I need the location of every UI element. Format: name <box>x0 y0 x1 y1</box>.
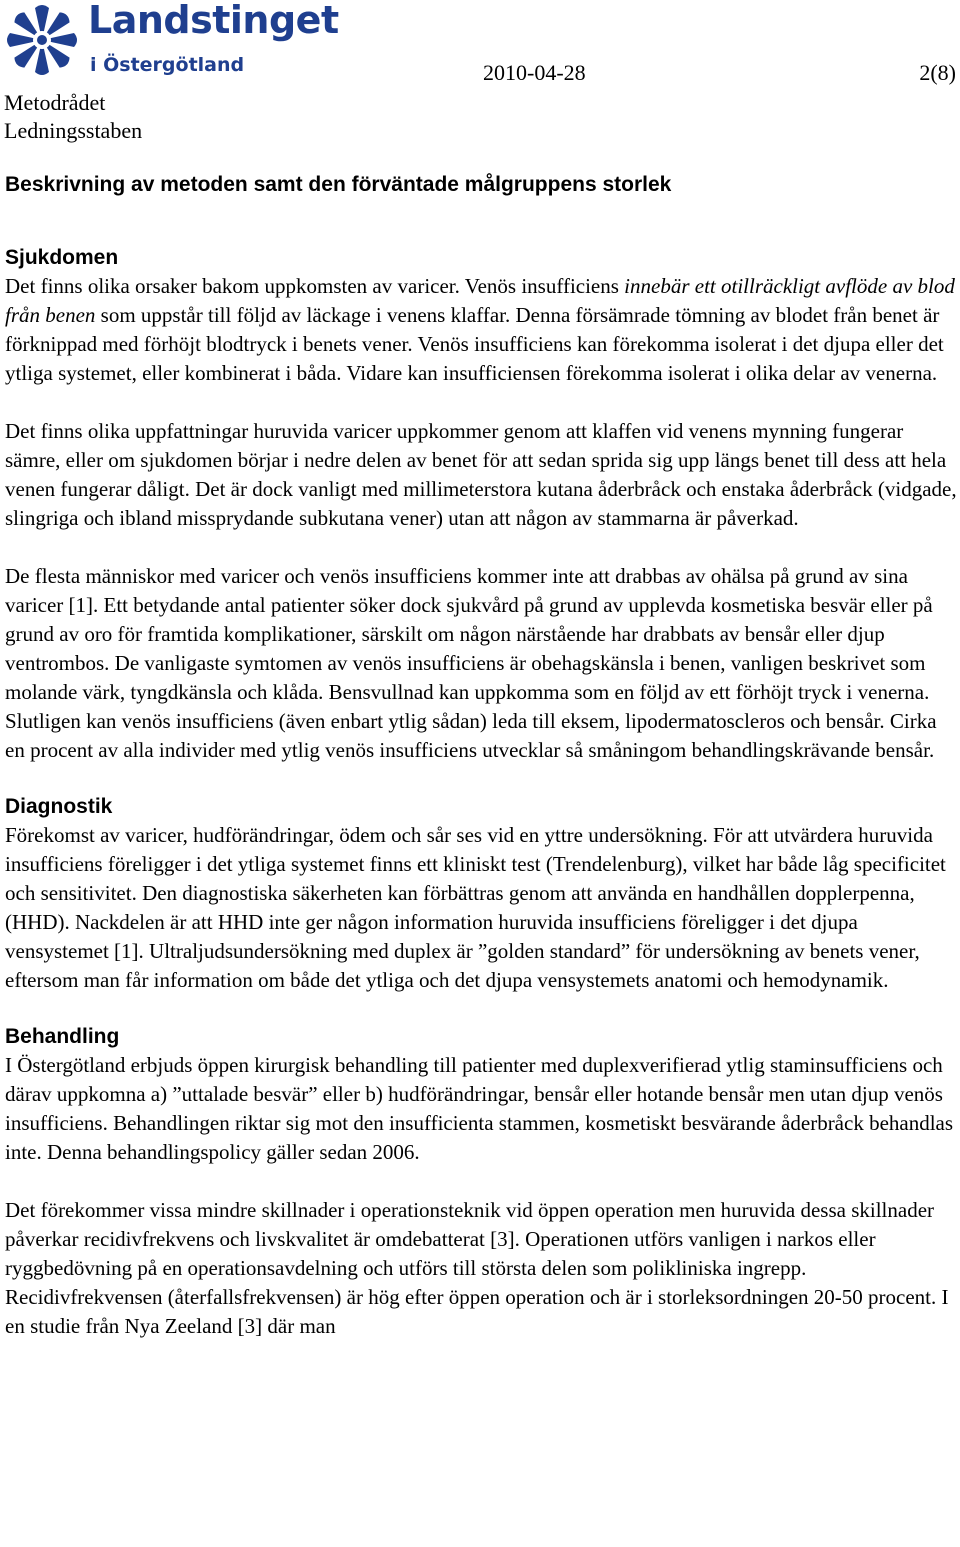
italic-text-run: innebär ett otillräckligt avflöde av blod från benen <box>5 274 955 327</box>
document-body <box>5 170 957 1341</box>
page-number: 2(8) <box>919 60 956 85</box>
section-heading-sjukdomen: Sjukdomen <box>5 246 119 269</box>
paragraph-behandling-2: Det förekommer vissa mindre skillnader i operationsteknik vid öppen operation men huruvida dessa skillnader påverkar recidivfrekvens och livskvalitet är omdebatterat [3]. Operationen utförs vanligen i narkos eller ryggbedövning på en operationsavdelning och utförs till största delen som polikliniska ingrepp. Recidivfrekvensen (återfallsfrekvensen) är hög efter öppen operation och är i storleksordningen 20-50 procent. I en studie från Nya Zeeland [3] där man <box>5 1198 949 1338</box>
paragraph-behandling-1: I Östergötland erbjuds öppen kirurgisk behandling till patienter med duplexverifierad ytlig staminsufficiens och därav uppkomna a) ”uttalade besvär” eller b) hudförändringar, bensår eller hotande bensår men utan djup venös insufficiens. Behandlingen riktar sig mot den insufficienta stammen, kosmetiskt besvärande åderbråck behandlas inte. Denna behandlingspolicy gäller sedan 2006. <box>5 1053 954 1164</box>
section-heading-diagnostik: Diagnostik <box>5 795 113 818</box>
department-name: Metodrådet <box>4 90 106 115</box>
document-date: 2010-04-28 <box>483 60 586 85</box>
flower-emblem-icon <box>4 2 80 78</box>
text-run: som uppstår till följd av läckage i venens klaffar. Denna försämrade tömning av blodet från benet är förknippad med förhöjt blodtryck i benets vener. Venös insufficiens kan förekomma isolerat i det djupa eller det ytliga systemet, eller kombinerat i båda. Vidare kan insufficiensen förekomma isolerat i olika delar av venerna. <box>5 303 944 385</box>
logo-title: Landstinget <box>88 0 339 42</box>
unit-name: Ledningsstaben <box>4 118 143 143</box>
paragraph-sjukdomen-1 <box>5 272 957 388</box>
paragraph-sjukdomen-2: Det finns olika uppfattningar huruvida varicer uppkommer genom att klaffen vid venens mynning fungerar sämre, eller om sjukdomen börjar i nedre delen av benet för att sedan sprida sig upp längs benet till dess att hela venen fungerar dåligt. Det är dock vanligt med millimeterstora kutana åderbråck och enstaka åderbråck (vidgade, slingriga och ibland missprydande subkutana vener) utan att någon av stammarna är påverkad. <box>5 419 957 530</box>
paragraph-diagnostik-1: Förekomst av varicer, hudförändringar, ödem och sår ses vid en yttre undersökning. För att utvärdera huruvida insufficiens föreligger i det ytliga systemet finns ett kliniskt test (Trendelenburg), vilket har både låg specificitet och sensitivitet. Den diagnostiska säkerheten kan förbättras genom att använda en handhållen dopplerpenna, (HHD). Nackdelen är att HHD inte ger någon information huruvida insufficiens föreligger i det djupa vensystemet [1]. Ultraljudsundersökning med duplex är ”golden standard” för undersökning av benets vener, eftersom man får information om både det ytliga och det djupa vensystemets anatomi och hemodynamik. <box>5 823 946 992</box>
logo-subtitle: i Östergötland <box>90 54 245 76</box>
organization-logo <box>4 0 339 82</box>
paragraph-sjukdomen-3: De flesta människor med varicer och venös insufficiens kommer inte att drabbas av ohälsa på grund av sina varicer [1]. Ett betydande antal patienter söker dock sjukvård på grund av upplevda kosmetiska besvär eller på grund av oro för framtida komplikationer, särskilt om någon närstående har drabbats av bensår eller djup ventrombos. De vanligaste symtomen av venös insufficiens är obehagskänsla i benen, vanligen beskrivet som molande värk, tyngdkänsla och klåda. Bensvullnad kan uppkomma som en följd av ett förhöjt tryck i venerna. Slutligen kan venös insufficiens (även enbart ytlig sådan) leda till eksem, lipodermatoscleros och bensår. Cirka en procent av alla individer med ytlig venös insufficiens utvecklar så småningom behandlingskrävande bensår. <box>5 564 937 762</box>
document-title: Beskrivning av metoden samt den förväntade målgruppens storlek <box>5 173 672 196</box>
text-run: Det finns olika orsaker bakom uppkomsten av varicer. Venös insufficiens <box>5 274 625 298</box>
section-heading-behandling: Behandling <box>5 1025 120 1048</box>
